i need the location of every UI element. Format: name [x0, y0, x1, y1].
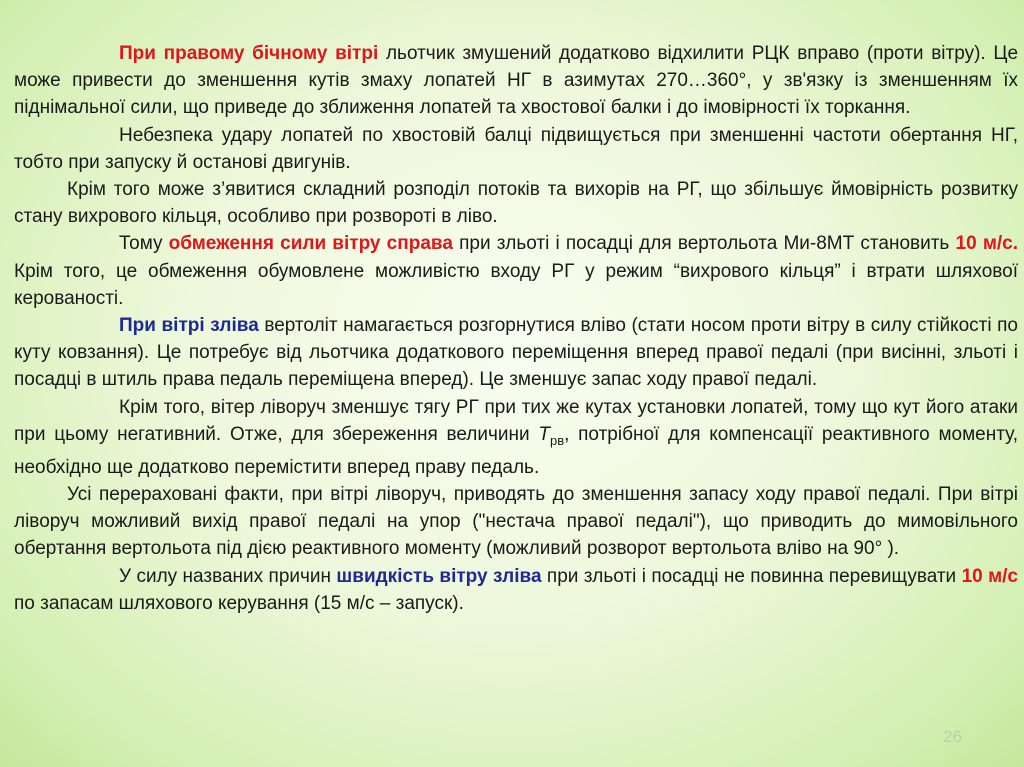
- paragraph-4: [14, 230, 1018, 312]
- text-run: при зльоті і посадці для вертольота Ми-8МТ становить: [452, 233, 956, 255]
- text-run: Крім того, це обмеження обумовлене можливістю входу РГ у режим “вихрового кільця” і втрати шляхової керованості.: [14, 260, 1018, 309]
- text-run: У силу названих причин: [119, 565, 337, 587]
- text-run: вертоліт намагається розгорнутися вліво (стати носом проти вітру в силу стійкості по куту ковзання). Це потребує від льотчика додаткового переміщення вперед правої педалі (при висінні, зльоті і посадці в штиль права педаль переміщена вперед). Це зменшує запас ходу правої педалі.: [14, 315, 1018, 391]
- paragraph-3: [14, 176, 1018, 230]
- text-run: Крім того, вітер ліворуч зменшує тягу РГ при тих же кутах установки лопатей, тому що кут його атаки при цьому негативний. Отже, для збереження величини: [14, 396, 1018, 445]
- text-run: , потрібної для компенсації реактивного моменту, необхідно ще додатково перемістити вперед праву педаль.: [14, 423, 1018, 478]
- highlight-right-wind: При правому бічному вітрі: [119, 43, 379, 64]
- highlight-speed-value: 10 м/с.: [955, 233, 1018, 255]
- text-run: льотчик змушений додатково відхилити РЦК вправо (проти вітру). Це може привести до зменшення кутів змаху лопатей НГ в азимутах 270…360°, у зв'язку із зменшенням їх піднімальної сили, що приведе до зближення лопатей та хвостової балки і до імовірності їх торкання.: [14, 43, 1019, 119]
- text-run: Тому: [119, 233, 169, 255]
- paragraph-7: [14, 481, 1018, 563]
- highlight-left-wind-speed: швидкість вітру зліва: [336, 565, 542, 587]
- slide-body-text: [14, 40, 1018, 617]
- text-run: Усі перераховані факти, при вітрі ліворуч, приводять до зменшення запасу ходу правої педалі. При вітрі ліворуч можливий вихід правої педалі на упор ("нестача правої педалі"), що приводить до мимовільного обертання вертольота під дією реактивного моменту (можливий розворот вертольота вліво на 90° ).: [14, 484, 1018, 560]
- paragraph-1: [14, 40, 1018, 122]
- text-run: по запасам шляхового керування (15 м/с – запуск).: [14, 592, 464, 614]
- highlight-speed-limit: 10 м/с: [961, 565, 1018, 587]
- paragraph-8: [14, 563, 1018, 617]
- paragraph-5: [14, 312, 1018, 394]
- paragraph-2: [14, 122, 1018, 176]
- highlight-left-wind: При вітрі зліва: [119, 315, 259, 337]
- highlight-wind-limit-right: обмеження сили вітру справа: [168, 233, 453, 255]
- symbol-subscript: рв: [549, 432, 565, 448]
- text-run: Небезпека удару лопатей по хвостовій балці підвищується при зменшенні частоти обертання НГ, тобто при запуску й останові двигунів.: [14, 124, 1018, 173]
- symbol-T: Т: [538, 423, 550, 445]
- text-run: при зльоті і посадці не повинна перевищувати: [541, 565, 962, 587]
- text-run: Крім того може з’явитися складний розподіл потоків та вихорів на РГ, що збільшує ймовірність розвитку стану вихрового кільця, особливо при розвороті в ліво.: [14, 179, 1018, 228]
- page-number: 26: [943, 727, 962, 746]
- paragraph-6: [14, 394, 1018, 481]
